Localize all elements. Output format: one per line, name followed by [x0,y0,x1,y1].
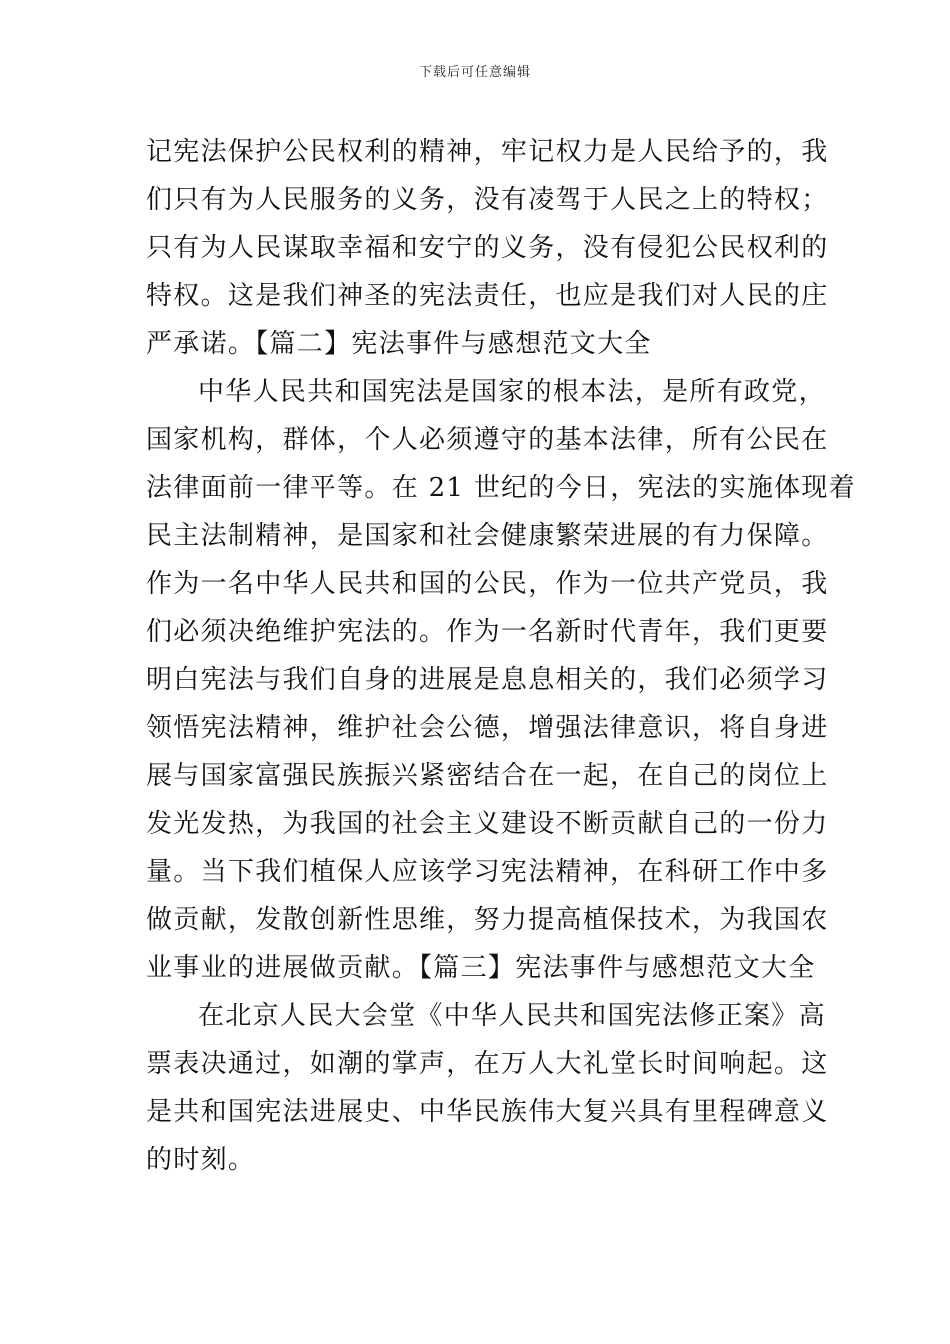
document-body [146,128,857,1184]
text-line: 国家机构，群体，个人必须遵守的基本法律，所有公民在 [146,425,829,455]
text-line: 作为一名中华人民共和国的公民，作为一位共产党员，我 [146,569,829,599]
text-line: 的时刻。 [146,1145,256,1175]
paragraph [146,992,829,1184]
text-line: 明白宪法与我们自身的进展是息息相关的，我们必须学习 [146,665,829,695]
text-line: 特权。这是我们神圣的宪法责任，也应是我们对人民的庄 [146,281,829,311]
text-line: 中华人民共和国宪法是国家的根本法，是所有政党， [198,377,826,407]
text-line: 发光发热，为我国的社会主义建设不断贡献自己的一份力 [146,809,829,839]
text-line: 是共和国宪法进展史、中华民族伟大复兴具有里程碑意义 [146,1097,829,1127]
paragraph [146,368,857,992]
text-line: 只有为人民谋取幸福和安宁的义务，没有侵犯公民权利的 [146,233,829,263]
text-line: 们必须决绝维护宪法的。作为一名新时代青年，我们更要 [146,617,829,647]
text-line: 业事业的进展做贡献。【篇三】宪法事件与感想范文大全 [146,953,816,983]
text-line: 记宪法保护公民权利的精神，牢记权力是人民给予的，我 [146,137,829,167]
text-line: 法律面前一律平等。在 21 世纪的今日，宪法的实施体现着 [146,473,857,503]
text-line: 展与国家富强民族振兴紧密结合在一起，在自己的岗位上 [146,761,829,791]
text-line: 们只有为人民服务的义务，没有凌驾于人民之上的特权； [146,185,829,215]
page-header: 下载后可任意编辑 [418,65,531,80]
text-line: 在北京人民大会堂《中华人民共和国宪法修正案》高 [198,1001,826,1031]
text-line: 量。当下我们植保人应该学习宪法精神，在科研工作中多 [146,857,829,887]
text-line: 做贡献，发散创新性思维，努力提高植保技术，为我国农 [146,905,829,935]
text-line: 领悟宪法精神，维护社会公德，增强法律意识，将自身进 [146,713,829,743]
paragraph [146,128,829,368]
text-line: 票表决通过，如潮的掌声，在万人大礼堂长时间响起。这 [146,1049,829,1079]
text-line: 严承诺。【篇二】宪法事件与感想范文大全 [146,329,652,359]
text-line: 民主法制精神，是国家和社会健康繁荣进展的有力保障。 [146,521,829,551]
